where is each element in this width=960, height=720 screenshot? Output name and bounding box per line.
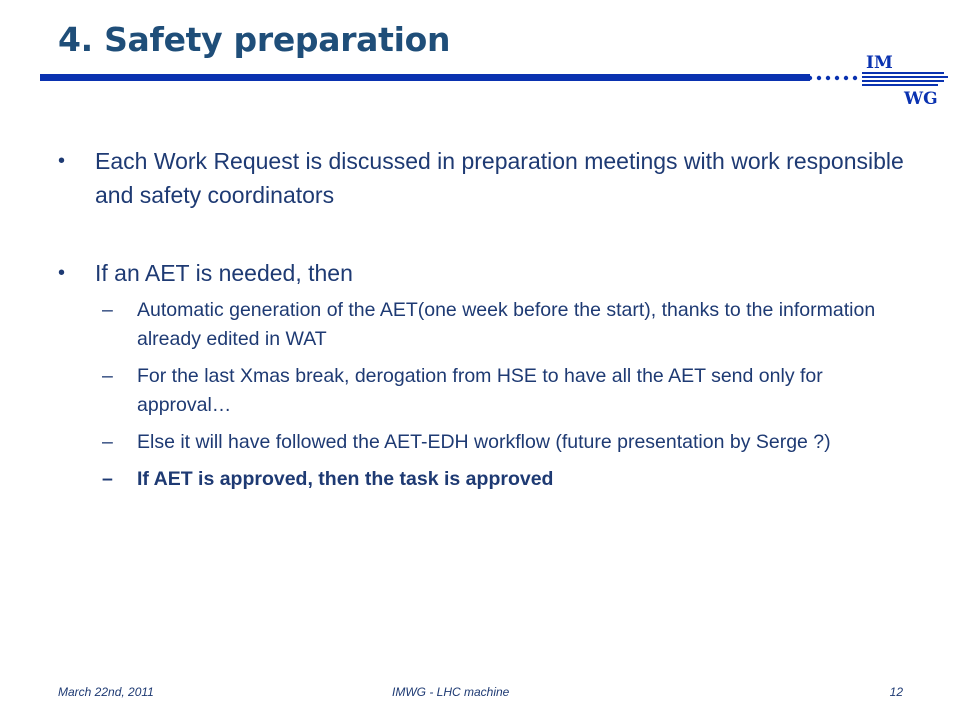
logo-text-wg: WG xyxy=(904,89,938,108)
title-underline xyxy=(40,74,810,81)
footer-date: March 22nd, 2011 xyxy=(58,685,154,699)
dash-mark: – xyxy=(102,468,113,490)
sub-bullet-item xyxy=(58,296,918,354)
bullet-text: Each Work Request is discussed in preparation meetings with work responsible and safety coordinators xyxy=(95,148,904,208)
imwg-logo-graphic xyxy=(800,50,950,108)
sub-bullet-text: Automatic generation of the AET(one week before the start), thanks to the information already edited in WAT xyxy=(137,299,876,350)
slide-content xyxy=(58,144,918,502)
bullet-mark: • xyxy=(58,150,66,172)
bullet-mark: • xyxy=(58,262,66,284)
sub-bullet-item xyxy=(58,362,918,420)
sub-bullet-item xyxy=(58,428,918,457)
sub-bullet-text: If AET is approved, then the task is approved xyxy=(137,468,554,490)
sub-bullet-text: Else it will have followed the AET-EDH workflow (future presentation by Serge ?) xyxy=(137,431,831,453)
logo-text-im: IM xyxy=(866,53,893,73)
imwg-logo xyxy=(800,50,950,108)
bullet-item xyxy=(58,256,918,290)
dash-mark: – xyxy=(102,299,113,321)
footer-presentation-name: IMWG - LHC machine xyxy=(392,685,510,699)
bullet-item xyxy=(58,144,918,212)
slide-title: 4. Safety preparation xyxy=(58,20,451,59)
dash-mark: – xyxy=(102,431,113,453)
bullet-text: If an AET is needed, then xyxy=(95,260,353,286)
dash-mark: – xyxy=(102,365,113,387)
footer-page-number: 12 xyxy=(889,685,903,699)
sub-bullet-item xyxy=(58,465,918,494)
sub-bullet-text: For the last Xmas break, derogation from HSE to have all the AET send only for approval… xyxy=(137,365,823,416)
